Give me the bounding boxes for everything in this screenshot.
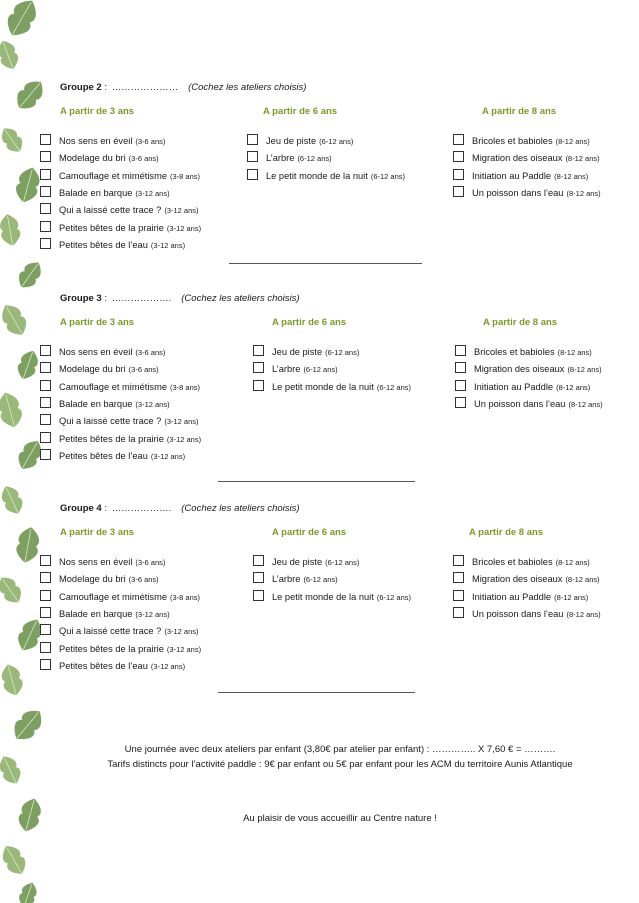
workshop-name: Initiation au Paddle bbox=[472, 591, 552, 602]
workshop-option[interactable] bbox=[40, 571, 159, 588]
workshop-checkbox[interactable] bbox=[40, 414, 51, 425]
workshop-age-range: (3-12 ans) bbox=[164, 417, 199, 427]
workshop-age-range: (8-12 ans) bbox=[555, 137, 590, 146]
workshop-option[interactable] bbox=[453, 150, 600, 167]
paddle-tariff-note: Tarifs distincts pour l’activité paddle : 9€ par enfant ou 5€ par enfant pour les ACM du territoire Aunis Atlantique bbox=[107, 759, 573, 770]
workshop-name: Petites bêtes de l’eau bbox=[59, 239, 148, 250]
workshop-name: Nos sens en éveil bbox=[59, 136, 133, 146]
workshop-age-range: (8-12 ans) bbox=[565, 154, 600, 164]
age-column-title: A partir de 3 ans bbox=[60, 317, 135, 328]
workshop-checkbox[interactable] bbox=[455, 397, 466, 408]
workshop-name: Migration des oiseaux bbox=[472, 153, 563, 164]
workshop-name: Un poisson dans l’eau bbox=[472, 608, 564, 619]
workshop-checkbox[interactable] bbox=[247, 151, 258, 162]
workshop-option[interactable] bbox=[40, 133, 165, 150]
workshop-checkbox[interactable] bbox=[40, 590, 51, 601]
workshop-age-range: (6-12 ans) bbox=[370, 171, 406, 181]
workshop-option[interactable] bbox=[253, 344, 359, 361]
workshop-checkbox[interactable] bbox=[253, 380, 264, 391]
workshop-checkbox[interactable] bbox=[253, 345, 264, 356]
workshop-option[interactable] bbox=[40, 431, 201, 448]
workshop-option[interactable] bbox=[40, 168, 200, 185]
group-label: Groupe 2 bbox=[60, 82, 102, 93]
group-label-separator: : bbox=[101, 82, 110, 93]
workshop-name: Bricoles et babioles bbox=[472, 136, 553, 146]
workshop-checkbox[interactable] bbox=[253, 572, 264, 583]
workshop-name: L’arbre bbox=[266, 153, 295, 164]
workshop-name: Le petit monde de la nuit bbox=[272, 381, 374, 392]
workshop-option[interactable] bbox=[455, 379, 590, 396]
workshop-checkbox[interactable] bbox=[40, 659, 51, 670]
workshop-option[interactable] bbox=[40, 344, 165, 361]
workshop-option[interactable] bbox=[453, 133, 590, 150]
workshop-checkbox[interactable] bbox=[40, 134, 51, 145]
age-column-title: A partir de 6 ans bbox=[272, 527, 347, 538]
age-column-title: A partir de 6 ans bbox=[272, 317, 347, 328]
welcome-message: Au plaisir de vous accueillir au Centre nature ! bbox=[243, 813, 437, 824]
workshop-checkbox[interactable] bbox=[453, 169, 464, 180]
section-divider bbox=[229, 263, 422, 264]
workshop-checkbox[interactable] bbox=[40, 169, 51, 180]
workshop-name: Jeu de piste bbox=[272, 347, 323, 357]
workshop-age-range: (8-12 ans) bbox=[556, 382, 591, 392]
workshop-age-range: (3-6 ans) bbox=[135, 137, 166, 146]
workshop-age-range: (6-12 ans) bbox=[303, 575, 338, 585]
group-label: Groupe 4 bbox=[60, 503, 102, 514]
workshop-age-range: (6-12 ans) bbox=[376, 592, 412, 602]
group-heading bbox=[60, 293, 300, 304]
workshop-age-range: (6-12 ans) bbox=[319, 137, 354, 146]
workshop-checkbox[interactable] bbox=[40, 642, 51, 653]
workshop-checkbox[interactable] bbox=[253, 590, 264, 601]
workshop-name: Qui a laissé cette trace ? bbox=[59, 626, 162, 637]
group-label: Groupe 3 bbox=[60, 293, 102, 304]
workshop-checkbox[interactable] bbox=[455, 362, 466, 373]
workshop-option[interactable] bbox=[253, 571, 338, 588]
workshop-name: Camouflage et mimétisme bbox=[59, 591, 167, 602]
workshop-age-range: (3-12 ans) bbox=[164, 627, 199, 637]
workshop-option[interactable] bbox=[40, 202, 199, 219]
workshop-name: Petites bêtes de la prairie bbox=[59, 433, 164, 444]
workshop-age-range: (8-12 ans) bbox=[554, 171, 589, 181]
workshop-checkbox[interactable] bbox=[455, 380, 466, 391]
workshop-checkbox[interactable] bbox=[40, 203, 51, 214]
workshop-age-range: (8-12 ans) bbox=[566, 188, 601, 198]
workshop-name: Modelage du bri bbox=[59, 153, 126, 164]
workshop-option[interactable] bbox=[253, 589, 411, 606]
workshop-option[interactable] bbox=[40, 554, 165, 571]
workshop-name: Camouflage et mimétisme bbox=[59, 170, 167, 181]
workshop-age-range: (3-6 ans) bbox=[135, 558, 166, 567]
workshop-checkbox[interactable] bbox=[247, 134, 258, 145]
age-column-title: A partir de 8 ans bbox=[483, 317, 558, 328]
section-divider bbox=[218, 692, 415, 693]
workshop-name: Balade en barque bbox=[59, 187, 133, 198]
workshop-name: L’arbre bbox=[272, 574, 301, 585]
workshop-name: Le petit monde de la nuit bbox=[272, 591, 374, 602]
workshop-name: Qui a laissé cette trace ? bbox=[59, 205, 162, 216]
price-summary-line: Une journée avec deux ateliers par enfant (3,80€ par atelier par enfant) : ………….. X 7,60 € = ………. bbox=[124, 744, 556, 755]
workshop-option[interactable] bbox=[253, 554, 359, 571]
workshop-option[interactable] bbox=[453, 185, 601, 202]
workshop-age-range: (3-8 ans) bbox=[170, 382, 201, 392]
workshop-checkbox[interactable] bbox=[40, 555, 51, 566]
workshop-age-range: (6-12 ans) bbox=[303, 365, 338, 375]
workshop-age-range: (3-12 ans) bbox=[166, 223, 202, 233]
workshop-age-range: (3-8 ans) bbox=[170, 592, 201, 602]
workshop-option[interactable] bbox=[247, 150, 332, 167]
workshop-age-range: (3-8 ans) bbox=[170, 171, 201, 181]
workshop-option[interactable] bbox=[453, 589, 588, 606]
workshop-checkbox[interactable] bbox=[40, 221, 51, 232]
workshop-checkbox[interactable] bbox=[40, 449, 51, 460]
workshop-option[interactable] bbox=[253, 379, 411, 396]
workshop-name: Petites bêtes de la prairie bbox=[59, 222, 164, 233]
workshop-checkbox[interactable] bbox=[453, 572, 464, 583]
group-instruction: (Cochez les ateliers choisis) bbox=[181, 503, 300, 514]
workshop-option[interactable] bbox=[455, 361, 602, 378]
age-column-title: A partir de 8 ans bbox=[469, 527, 544, 538]
age-column-title: A partir de 8 ans bbox=[482, 106, 557, 117]
group-instruction: (Cochez les ateliers choisis) bbox=[188, 82, 307, 93]
workshop-option[interactable] bbox=[455, 344, 592, 361]
workshop-age-range: (3-12 ans) bbox=[135, 399, 170, 409]
workshop-name: Migration des oiseaux bbox=[474, 364, 565, 375]
workshop-age-range: (3-12 ans) bbox=[150, 451, 186, 461]
workshop-option[interactable] bbox=[40, 658, 185, 675]
workshop-age-range: (8-12 ans) bbox=[568, 399, 603, 409]
workshop-option[interactable] bbox=[40, 185, 170, 202]
workshop-checkbox[interactable] bbox=[453, 607, 464, 618]
workshop-age-range: (3-6 ans) bbox=[128, 575, 159, 585]
group-number-blank[interactable]: ………………. bbox=[111, 293, 172, 304]
workshop-option[interactable] bbox=[40, 413, 199, 430]
workshop-name: Qui a laissé cette trace ? bbox=[59, 416, 162, 427]
workshop-checkbox[interactable] bbox=[40, 397, 51, 408]
workshop-checkbox[interactable] bbox=[40, 572, 51, 583]
workshop-option[interactable] bbox=[40, 150, 159, 167]
workshop-checkbox[interactable] bbox=[453, 590, 464, 601]
age-column-title: A partir de 3 ans bbox=[60, 106, 135, 117]
workshop-option[interactable] bbox=[453, 571, 600, 588]
workshop-checkbox[interactable] bbox=[453, 134, 464, 145]
workshop-age-range: (8-12 ans) bbox=[565, 575, 600, 585]
workshop-age-range: (3-6 ans) bbox=[128, 365, 159, 375]
workshop-option[interactable] bbox=[40, 361, 159, 378]
workshop-age-range: (3-12 ans) bbox=[164, 206, 199, 216]
workshop-option[interactable] bbox=[247, 168, 405, 185]
workshop-option[interactable] bbox=[40, 220, 201, 237]
workshop-name: Jeu de piste bbox=[266, 136, 317, 146]
workshop-checkbox[interactable] bbox=[40, 238, 51, 249]
age-column-title: A partir de 6 ans bbox=[263, 106, 338, 117]
group-instruction: (Cochez les ateliers choisis) bbox=[181, 293, 300, 304]
workshop-name: Bricoles et babioles bbox=[472, 557, 553, 567]
workshop-name: Migration des oiseaux bbox=[472, 574, 563, 585]
workshop-option[interactable] bbox=[455, 396, 603, 413]
group-label-separator: : bbox=[101, 293, 110, 304]
workshop-option[interactable] bbox=[247, 133, 353, 150]
workshop-age-range: (8-12 ans) bbox=[567, 365, 602, 375]
workshop-option[interactable] bbox=[40, 589, 200, 606]
workshop-name: Nos sens en éveil bbox=[59, 557, 133, 567]
workshop-checkbox[interactable] bbox=[247, 169, 258, 180]
workshop-name: L’arbre bbox=[272, 364, 301, 375]
workshop-name: Le petit monde de la nuit bbox=[266, 170, 368, 181]
age-column-title: A partir de 3 ans bbox=[60, 527, 135, 538]
workshop-name: Petites bêtes de l’eau bbox=[59, 450, 148, 461]
workshop-name: Balade en barque bbox=[59, 398, 133, 409]
workshop-age-range: (3-12 ans) bbox=[166, 644, 202, 654]
workshop-checkbox[interactable] bbox=[253, 555, 264, 566]
workshop-age-range: (3-12 ans) bbox=[150, 661, 186, 671]
workshop-age-range: (3-12 ans) bbox=[150, 240, 186, 250]
workshop-name: Nos sens en éveil bbox=[59, 347, 133, 357]
workshop-name: Initiation au Paddle bbox=[474, 381, 554, 392]
workshop-option[interactable] bbox=[453, 606, 601, 623]
workshop-checkbox[interactable] bbox=[40, 345, 51, 356]
workshop-option[interactable] bbox=[40, 606, 170, 623]
workshop-option[interactable] bbox=[40, 379, 200, 396]
workshop-option[interactable] bbox=[453, 168, 588, 185]
workshop-age-range: (6-12 ans) bbox=[297, 154, 332, 164]
workshop-option[interactable] bbox=[40, 641, 201, 658]
workshop-name: Modelage du bri bbox=[59, 574, 126, 585]
workshop-age-range: (6-12 ans) bbox=[325, 558, 360, 567]
workshop-option[interactable] bbox=[253, 361, 338, 378]
workshop-age-range: (8-12 ans) bbox=[555, 558, 590, 567]
workshop-name: Jeu de piste bbox=[272, 557, 323, 567]
workshop-checkbox[interactable] bbox=[40, 151, 51, 162]
workshop-age-range: (6-12 ans) bbox=[325, 348, 360, 357]
workshop-checkbox[interactable] bbox=[40, 624, 51, 635]
workshop-age-range: (3-12 ans) bbox=[135, 188, 170, 198]
workshop-age-range: (8-12 ans) bbox=[566, 609, 601, 619]
workshop-checkbox[interactable] bbox=[40, 607, 51, 618]
group-label-separator: : bbox=[101, 503, 110, 514]
section-divider bbox=[218, 481, 415, 482]
workshop-option[interactable] bbox=[40, 237, 185, 254]
workshop-checkbox[interactable] bbox=[453, 151, 464, 162]
workshop-checkbox[interactable] bbox=[455, 345, 466, 356]
workshop-age-range: (3-12 ans) bbox=[135, 609, 170, 619]
workshop-name: Initiation au Paddle bbox=[472, 170, 552, 181]
workshop-checkbox[interactable] bbox=[40, 362, 51, 373]
workshop-name: Un poisson dans l’eau bbox=[472, 187, 564, 198]
workshop-name: Camouflage et mimétisme bbox=[59, 381, 167, 392]
workshop-option[interactable] bbox=[40, 396, 170, 413]
workshop-option[interactable] bbox=[40, 448, 185, 465]
workshop-age-range: (8-12 ans) bbox=[554, 592, 589, 602]
group-number-blank[interactable]: ………………… bbox=[111, 82, 179, 93]
group-number-blank[interactable]: ………………. bbox=[111, 503, 172, 514]
workshop-checkbox[interactable] bbox=[453, 555, 464, 566]
workshop-option[interactable] bbox=[453, 554, 590, 571]
workshop-name: Bricoles et babioles bbox=[474, 347, 555, 357]
workshop-name: Balade en barque bbox=[59, 608, 133, 619]
group-heading bbox=[60, 82, 306, 93]
workshop-checkbox[interactable] bbox=[40, 186, 51, 197]
workshop-checkbox[interactable] bbox=[253, 362, 264, 373]
workshop-age-range: (3-6 ans) bbox=[128, 154, 159, 164]
workshop-age-range: (8-12 ans) bbox=[557, 348, 592, 357]
workshop-name: Petites bêtes de l’eau bbox=[59, 660, 148, 671]
workshop-age-range: (3-6 ans) bbox=[135, 348, 166, 357]
workshop-name: Petites bêtes de la prairie bbox=[59, 643, 164, 654]
workshop-age-range: (6-12 ans) bbox=[376, 382, 412, 392]
workshop-checkbox[interactable] bbox=[40, 432, 51, 443]
workshop-checkbox[interactable] bbox=[453, 186, 464, 197]
workshop-option[interactable] bbox=[40, 623, 199, 640]
workshop-name: Un poisson dans l’eau bbox=[474, 398, 566, 409]
group-heading bbox=[60, 503, 300, 514]
workshop-name: Modelage du bri bbox=[59, 364, 126, 375]
workshop-age-range: (3-12 ans) bbox=[166, 434, 202, 444]
workshop-checkbox[interactable] bbox=[40, 380, 51, 391]
